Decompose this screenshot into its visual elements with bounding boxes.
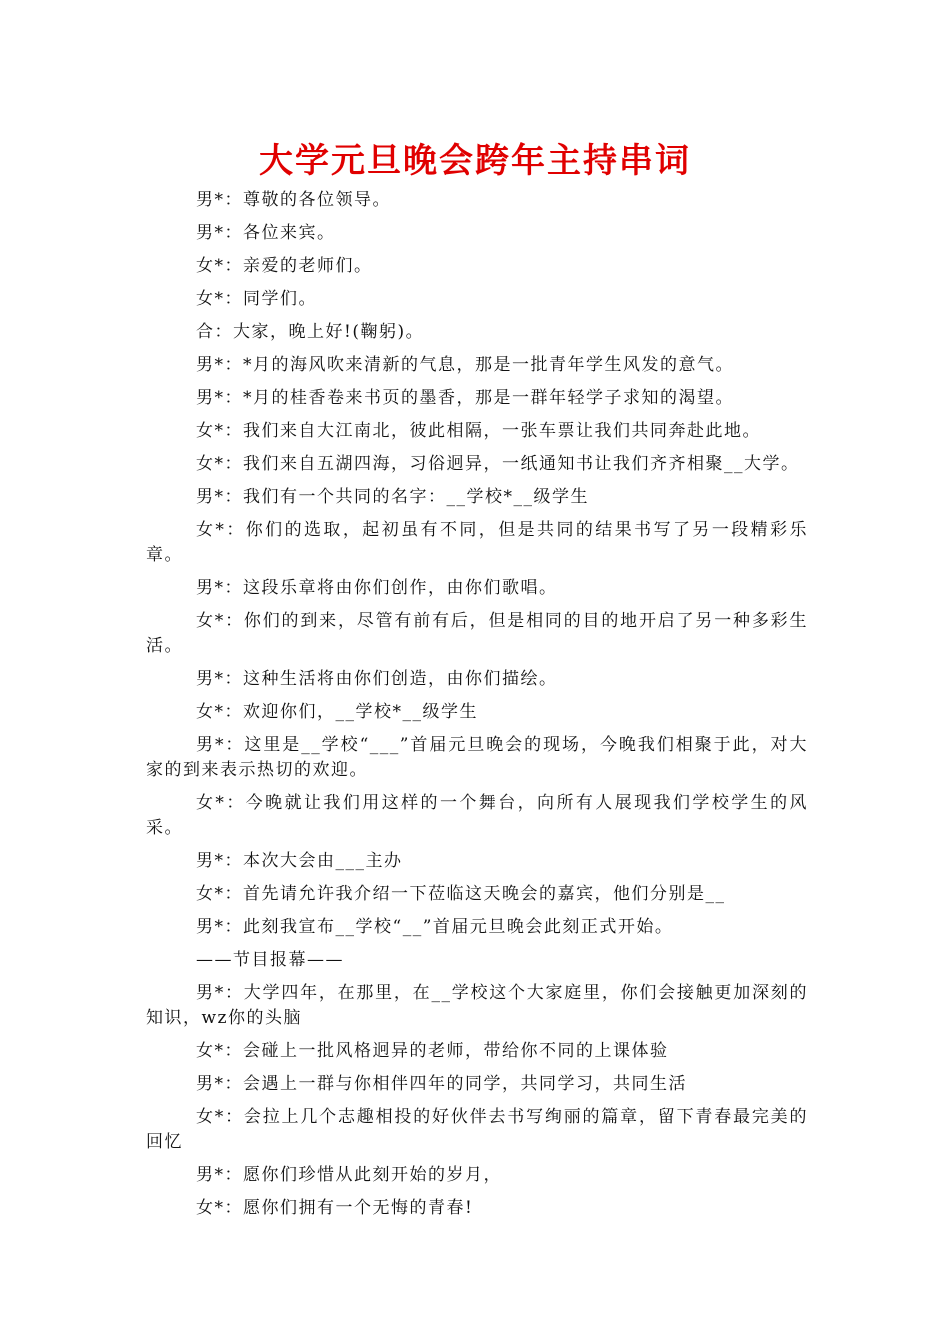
paragraph: 女*：我们来自五湖四海，习俗迥异，一纸通知书让我们齐齐相聚__大学。 bbox=[196, 454, 800, 474]
paragraph: 男*：此刻我宣布__学校“__”首届元旦晚会此刻正式开始。 bbox=[196, 917, 674, 937]
paragraph: 男*：尊敬的各位领导。 bbox=[196, 190, 391, 210]
document-body bbox=[146, 188, 808, 1229]
paragraph: 女*：同学们。 bbox=[196, 289, 317, 309]
paragraph: 女*：我们来自大江南北，彼此相隔，一张车票让我们共同奔赴此地。 bbox=[196, 421, 761, 441]
paragraph: 女*：你们的选取，起初虽有不同，但是共同的结果书写了另一段精彩乐章。 bbox=[146, 520, 808, 565]
paragraph: 男*：本次大会由___主办 bbox=[196, 851, 403, 871]
paragraph: 男*：这里是__学校“___”首届元旦晚会的现场，今晚我们相聚于此，对大家的到来表示热切的欢迎。 bbox=[146, 735, 808, 780]
paragraph: 男*：我们有一个共同的名字：__学校*__级学生 bbox=[196, 487, 589, 507]
paragraph: 女*：亲爱的老师们。 bbox=[196, 256, 373, 276]
paragraph: 男*：这段乐章将由你们创作，由你们歌唱。 bbox=[196, 578, 558, 598]
paragraph: 女*：愿你们拥有一个无悔的青春! bbox=[196, 1198, 474, 1218]
paragraph: 男*：*月的海风吹来清新的气息，那是一批青年学生风发的意气。 bbox=[196, 355, 734, 375]
paragraph: 男*：会遇上一群与你相伴四年的同学，共同学习，共同生活 bbox=[196, 1074, 687, 1094]
paragraph: 男*：大学四年，在那里，在__学校这个大家庭里，你们会接触更加深刻的知识，wz你的头脑 bbox=[146, 983, 808, 1028]
paragraph: 男*：这种生活将由你们创造，由你们描绘。 bbox=[196, 669, 558, 689]
paragraph: 女*：你们的到来，尽管有前有后，但是相同的目的地开启了另一种多彩生活。 bbox=[146, 611, 808, 656]
paragraph: 男*：愿你们珍惜从此刻开始的岁月， bbox=[196, 1165, 502, 1185]
paragraph: 合：大家，晚上好!(鞠躬)。 bbox=[196, 322, 425, 342]
paragraph: 男*：*月的桂香卷来书页的墨香，那是一群年轻学子求知的渴望。 bbox=[196, 388, 734, 408]
paragraph: 女*：今晚就让我们用这样的一个舞台，向所有人展现我们学校学生的风采。 bbox=[146, 793, 808, 838]
paragraph: 女*：首先请允许我介绍一下莅临这天晚会的嘉宾，他们分别是__ bbox=[196, 884, 726, 904]
paragraph: 女*：欢迎你们，__学校*__级学生 bbox=[196, 702, 478, 722]
section-divider: ——节目报幕—— bbox=[196, 950, 344, 970]
paragraph: 男*：各位来宾。 bbox=[196, 223, 336, 243]
paragraph: 女*：会碰上一批风格迥异的老师，带给你不同的上课体验 bbox=[196, 1041, 669, 1061]
paragraph: 女*：会拉上几个志趣相投的好伙伴去书写绚丽的篇章，留下青春最完美的回忆 bbox=[146, 1107, 808, 1152]
document-title: 大学元旦晚会跨年主持串词 bbox=[259, 141, 691, 181]
